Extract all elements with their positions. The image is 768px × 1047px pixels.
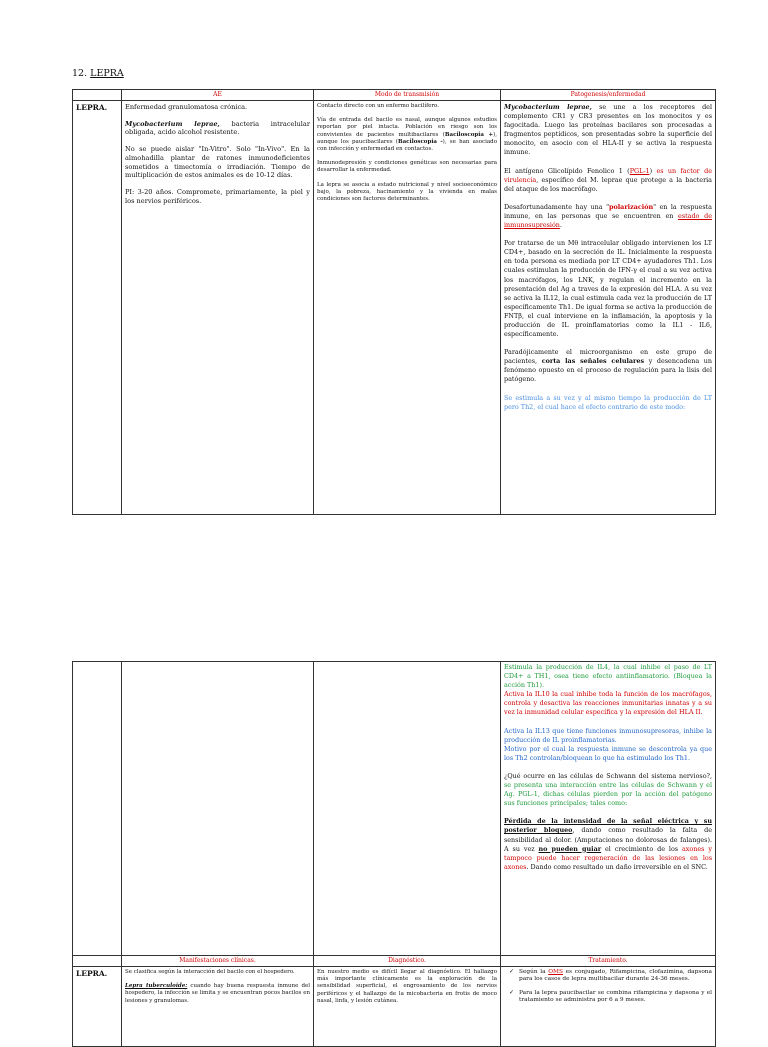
ae-cell: [122, 101, 314, 515]
continuation-text: , dando como resultado la falta de sensibilidad al dolor. (Amputaciones no dolorosas de falanges).: [504, 826, 712, 844]
ae-text: bacteria intracelular obligada, acido alcohol resistente.: [125, 119, 310, 137]
pgl1-term: PGL-1: [629, 166, 650, 175]
checkmark-icon: ✓: [509, 989, 514, 996]
patogenesis-continuation-cell: [501, 662, 716, 956]
empty-cell: [314, 662, 501, 956]
transmision-paragraph: La lepra se asocia a estado nutricional y nivel socioeconómico bajo, la pobreza, hacinamiento y la vivienda en malas condiciones son factores determinantes.: [317, 181, 497, 203]
manifestaciones-paragraph: [125, 983, 310, 1005]
oms-term: OMS: [548, 969, 563, 975]
table-row: [73, 967, 716, 1047]
continuation-paragraph: [504, 727, 712, 763]
header-tratamiento: Tratamiento.: [501, 956, 716, 967]
lepra-table-2: [72, 661, 716, 1047]
patogenesis-text: Desafortunadamente hay una ": [504, 202, 610, 211]
patogenesis-paragraph: Se estimula a su vez y al mismo tiempo la producción de LT pero Th2, el cual hace el efecto contrario de este modo:: [504, 393, 712, 411]
section-number: 12.: [72, 68, 88, 79]
continuation-paragraph: [504, 817, 712, 872]
empty-cell: [73, 662, 122, 956]
table-header-row: [73, 90, 716, 101]
schwann-question: ¿Qué ocurre en las células de Schwann del sistema nervioso?,: [504, 771, 712, 780]
organism-name: Mycobacterium leprae,: [125, 119, 220, 128]
baciloscopia-negative: Baciloscopia -: [397, 138, 443, 145]
tratamiento-text: Según la: [519, 969, 549, 975]
transmision-text: ), aunque los paucibacilares (: [317, 131, 497, 145]
diagnostico-cell: [314, 967, 501, 1047]
patogenesis-paragraph: [504, 203, 712, 230]
patogenesis-text: El antígeno Glicolípido Fenolico 1 (: [504, 166, 630, 175]
transmision-paragraph: [317, 117, 497, 153]
transmision-text: Vía de entrada del bacilo es nasal, aunque algunos estudios reportan por piel intacta. Población en riesgo son los convivientes de pacientes multibacilares (: [317, 117, 497, 138]
transmision-paragraph: Contacto directo con un enfermo bacilífero.: [317, 103, 439, 109]
continuation-text: A su vez: [504, 844, 539, 853]
transmision-text: ), se han asociado con infección y enfermedad en contactos.: [317, 138, 498, 153]
header-manifestaciones: Manifestaciones clínicas.: [122, 956, 314, 967]
il4-text: Estimula la producción de IL4, la cual inhibe el paso de LT CD4+ a TH1, osea tiene efecto antiinflamatorio. (Bloquea la acción Th1).: [504, 663, 712, 690]
ae-paragraph: No se puede aislar "In-Vitro". Solo "In-Vivo". En la almohadilla plantar de ratones inmunodeficientes sometidos a timectomía o irradiación. Tiempo de multiplicación de estos animales es de 10-12 días.: [125, 145, 310, 180]
table-header-row-2: [73, 956, 716, 967]
ae-paragraph: PI: 3-20 años. Compromete, primariamente, la piel y los nervios periféricos.: [125, 187, 310, 205]
section-heading: [72, 68, 124, 79]
ae-paragraph: [125, 120, 310, 137]
list-item: [509, 969, 712, 984]
organism-name: Mycobacterium leprae,: [504, 103, 592, 111]
header-patogenesis: Patogenesis/enfermedad: [501, 90, 716, 101]
section-title: LEPRA: [90, 68, 124, 79]
continuation-paragraph: [504, 772, 712, 808]
diagnostico-paragraph: En nuestro medio es difícil llegar al diagnóstico. El hallazgo más importante clínicamente es la exploración de la sensibilidad superficial, el engrosamiento de los nervios periféricos y el hallazgo de la micobacteria en frotis de moco nasal, linfa, y lesión cutánea.: [317, 969, 497, 1004]
il13-text: Activa la IL13 que tiene funciones inmunosupresoras, inhibe la producción de IL proinflamatorias.: [504, 726, 712, 744]
header-diagnostico: Diagnóstico.: [314, 956, 501, 967]
checkmark-icon: ✓: [509, 969, 514, 975]
manifestaciones-paragraph: Se clasifica según la interacción del bacilo con el hospedero.: [125, 969, 295, 975]
patogenesis-text: , específico del M. leprae que protege a la bacteria del ataque de los macrófago.: [504, 175, 712, 193]
patogenesis-cell: [501, 101, 716, 515]
tratamiento-text: es conjugado, Rifampicina, clofazimina, dapsona para los casos de lepra multibacilar durante 24-36 meses.: [519, 969, 712, 983]
tratamiento-cell: [501, 967, 716, 1047]
no-guiar-text: no pueden guiar: [538, 844, 602, 853]
transmision-cell: [314, 101, 501, 515]
continuation-paragraph: [504, 663, 712, 718]
inmunosupresion-term: estado de inmunosupresión: [504, 211, 712, 230]
tratamiento-list: [509, 969, 712, 1005]
continuation-text: el crecimiento de los: [601, 844, 682, 853]
il10-text: Activa la IL10 la cual inhibe toda la función de los macrófagos, controla y desactiva las reacciones inmunitarias innatas y a su vez la inmunidad celular específica y la expresión del HLA II.: [504, 690, 712, 717]
patogenesis-text: .: [559, 221, 562, 230]
patogenesis-text: " en la respuesta inmune, en las personas que se encuentren en: [504, 202, 712, 220]
list-item: [509, 990, 712, 1005]
header-ae: AE: [122, 90, 314, 101]
lepra-tuberculoide-term: Lepra tuberculoide:: [125, 983, 188, 990]
patogenesis-text: y desencadena un fenómeno opuesto en el proceso de regulación para la lisis del patógeno.: [504, 357, 712, 384]
header-transmision: Modo de transmisión: [314, 90, 501, 101]
lepra-table-1: [72, 89, 716, 515]
virulence-factor-text: es un factor de virulencia: [504, 166, 712, 184]
perdida-senal-text: Pérdida de la intensidad de la señal eléctrica y su posterior bloqueo: [504, 817, 712, 835]
manifestaciones-cell: [122, 967, 314, 1047]
table-row: [73, 101, 716, 515]
patogenesis-text: se une a los receptores del complemento CR1 y CR3 presentes en los monocitos y es fagocitada. Luego las proteínas bacilares son procesadas a fragmentos peptídicos, son presentadas sobre la superficie del monocito, en asocio con el HLA-II y se activa la respuesta inmune.: [504, 103, 712, 157]
polarizacion-term: polarización: [609, 202, 654, 211]
patogenesis-paragraph: Por tratarse de un Mθ intracelular obligado intervienen los LT CD4+, basado en la secreción de IL. Inicialmente la respuesta en toda persona es mediada por LT CD4+ ayudadores Th1. Los cuales estimulan la producción de IFN-γ el cual a su vez activa los macrófagos, los LNK, y regulan el incremento en la presentación del Ag a traves de la expresión del HLA. A su vez se activa la IL12, la cual estimula cada vez la producción de LT específicamente Th1. De igual forma se activa la producción de FNTβ, el cual interviene en la inflamación, la apoptosis y la producción de IL proinflamatorias como la IL1 - IL6, específicamente.: [504, 239, 712, 339]
transmision-paragraph: Inmunodepresión y condiciones genéticas son necesarias para desarrollar la enfermedad.: [317, 160, 497, 174]
patogenesis-text: Paradójicamente el microorganismo en este grupo de pacientes,: [504, 348, 712, 366]
patogenesis-text: ): [649, 166, 657, 175]
header-empty: [73, 956, 122, 967]
tratamiento-text: Para la lepra paucibacilar se combina rifampicina y dapsona y el tratamiento se administra por 6 a 9 meses.: [519, 989, 712, 1004]
schwann-answer: se presenta una interacción entre las células de Schwann y el Ag. PGL-1, dichas células pierden por la acción del patógeno sus funciones principales; tales como:: [504, 781, 712, 808]
continuation-text: . Dando como resultado un daño irreversible en el SNC.: [526, 862, 708, 871]
manifestaciones-text: cuando hay buena respuesta inmune del hospedero, la infección se limita y se encuentran pocos bacilos en lesiones y granulomas.: [125, 983, 310, 1004]
row-label: LEPRA.: [73, 967, 122, 1047]
patogenesis-paragraph: [504, 103, 712, 158]
row-label: LEPRA.: [73, 101, 122, 515]
patogenesis-paragraph: [504, 167, 712, 194]
empty-cell: [122, 662, 314, 956]
ae-paragraph: Enfermedad granulomatosa crónica.: [125, 103, 248, 111]
th2-text: Motivo por el cual la respuesta inmune se descontrola ya que los Th2 controlan/bloquean lo que ha estimulado los Th1.: [504, 744, 712, 762]
baciloscopia-positive: Baciloscopia +: [444, 131, 494, 138]
corta-senales-text: corta las señales celulares: [541, 357, 645, 366]
table-row-continuation: [73, 662, 716, 956]
header-empty: [73, 90, 122, 101]
patogenesis-paragraph: [504, 348, 712, 384]
axones-text: axones y tampoco puede hacer regeneración de las lesiones en los axones: [504, 844, 712, 871]
